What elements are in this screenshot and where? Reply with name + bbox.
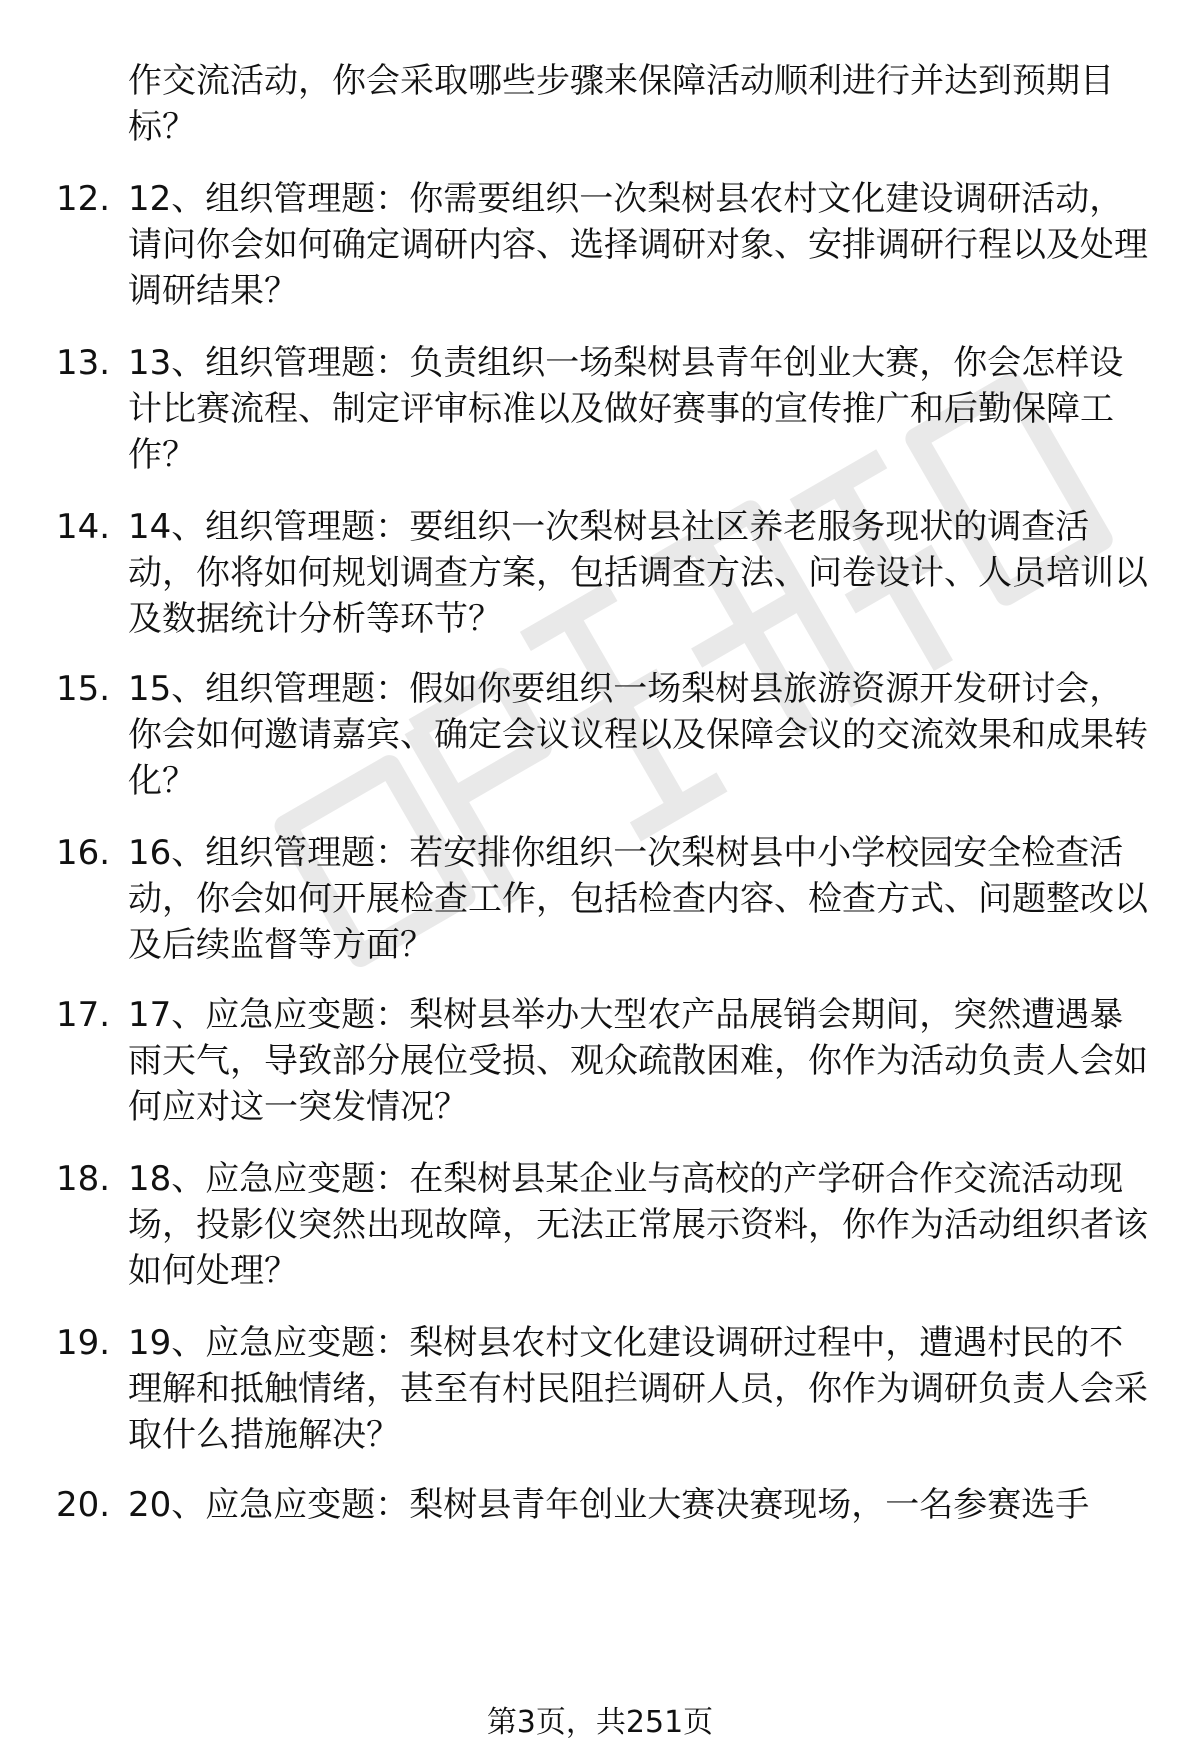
question-text: 16、组织管理题：若安排你组织一次梨树县中小学校园安全检查活动，你会如何开展检查工作，包括检查内容、检查方式、问题整改以及后续监督等方面？: [128, 833, 1148, 965]
page-footer: 第3页，共251页: [486, 1705, 714, 1740]
question-number: 17.: [56, 995, 111, 1035]
question-number: 20.: [56, 1485, 111, 1525]
continued-question-text: 作交流活动，你会采取哪些步骤来保障活动顺利进行并达到预期目标？: [128, 61, 1114, 147]
question-number: 16.: [56, 833, 111, 873]
question-number: 13.: [56, 343, 111, 383]
question-text: 17、应急应变题：梨树县举办大型农产品展销会期间，突然遭遇暴雨天气，导致部分展位受损、观众疏散困难，你作为活动负责人会如何应对这一突发情况？: [128, 995, 1148, 1127]
question-text: 14、组织管理题：要组织一次梨树县社区养老服务现状的调查活动，你将如何规划调查方案，包括调查方法、问卷设计、人员培训以及数据统计分析等环节？: [128, 507, 1148, 639]
question-number: 14.: [56, 507, 111, 547]
question-text: 15、组织管理题：假如你要组织一场梨树县旅游资源开发研讨会，你会如何邀请嘉宾、确定会议议程以及保障会议的交流效果和成果转化？: [128, 669, 1148, 801]
question-text: 18、应急应变题：在梨树县某企业与高校的产学研合作交流活动现场，投影仪突然出现故障，无法正常展示资料，你作为活动组织者该如何处理？: [128, 1159, 1148, 1291]
question-text: 19、应急应变题：梨树县农村文化建设调研过程中，遭遇村民的不理解和抵触情绪，甚至有村民阻拦调研人员，你作为调研负责人会采取什么措施解决？: [128, 1323, 1148, 1455]
question-number: 12.: [56, 179, 111, 219]
question-number: 18.: [56, 1159, 111, 1199]
question-text: 13、组织管理题：负责组织一场梨树县青年创业大赛，你会怎样设计比赛流程、制定评审标准以及做好赛事的宣传推广和后勤保障工作？: [128, 343, 1124, 475]
question-number: 15.: [56, 669, 111, 709]
question-text: 12、组织管理题：你需要组织一次梨树县农村文化建设调研活动，请问你会如何确定调研内容、选择调研对象、安排调研行程以及处理调研结果？: [128, 179, 1148, 311]
question-text: 20、应急应变题：梨树县青年创业大赛决赛现场，一名参赛选手: [128, 1485, 1090, 1525]
question-number: 19.: [56, 1323, 111, 1363]
